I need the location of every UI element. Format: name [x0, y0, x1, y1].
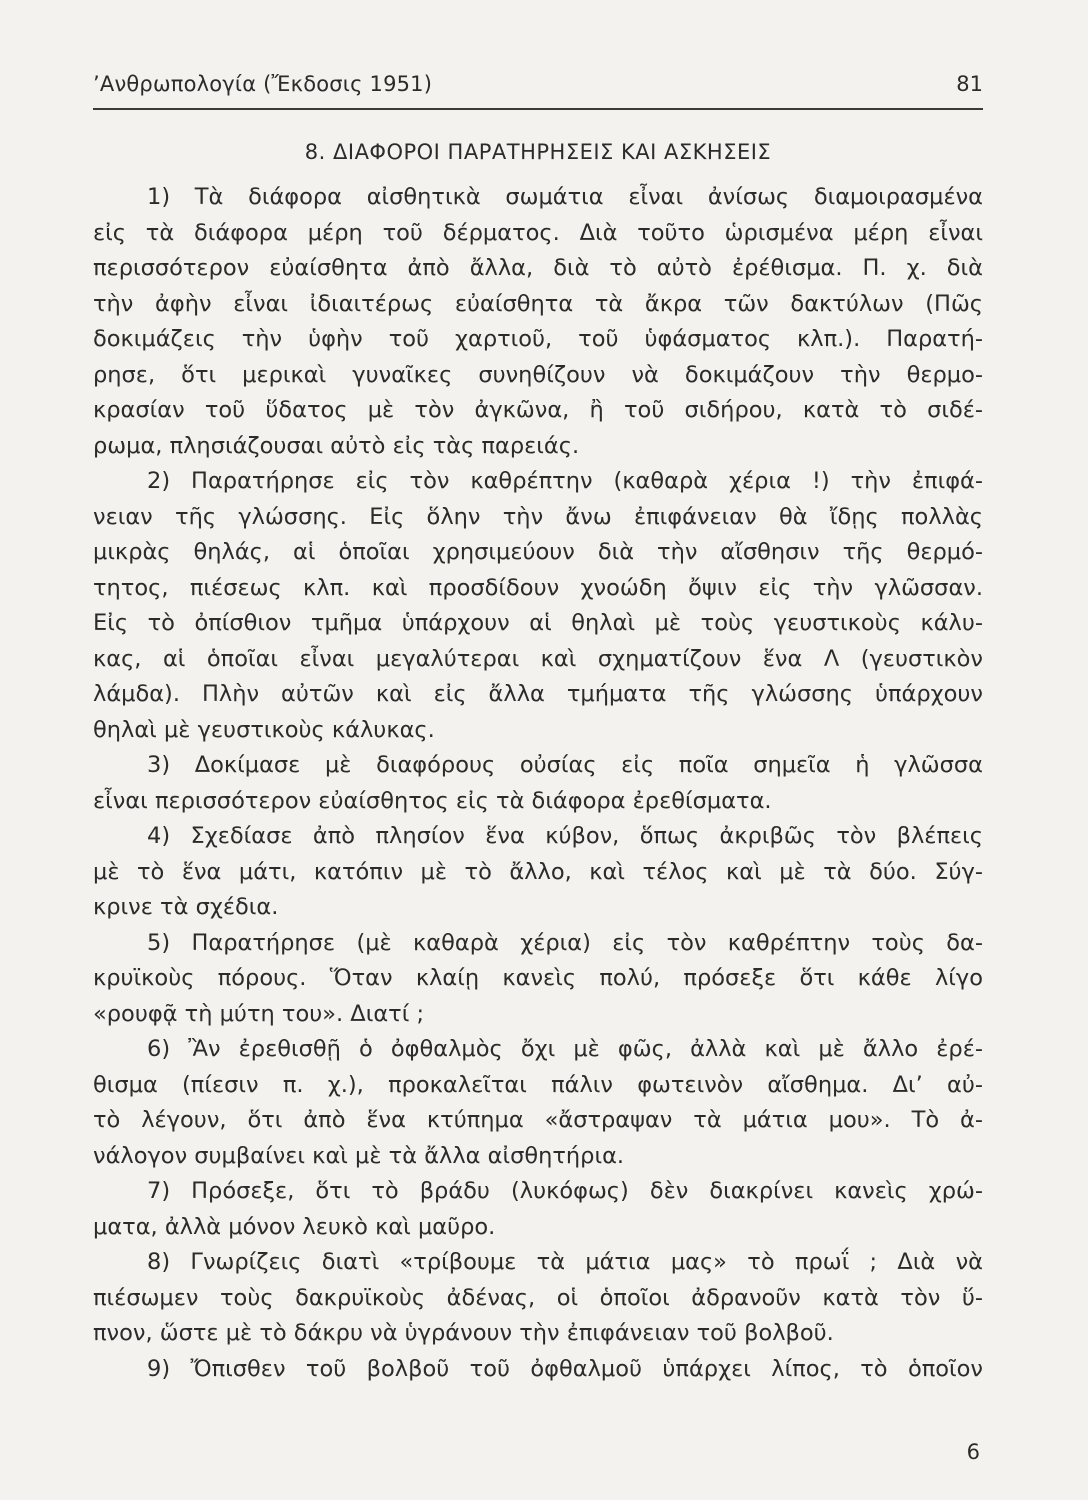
- header-rule: [93, 108, 983, 110]
- text-line: «ρουφᾷ τὴ μύτη του». Διατί ;: [93, 1000, 425, 1027]
- text-line: 8) Γνωρίζεις διατὶ «τρίβουμε τὰ μάτια μας» τὸ πρωΐ ; Διὰ νὰ: [147, 1249, 983, 1275]
- text-line: νειαν τῆς γλώσσης. Εἰς ὅλην τὴν ἄνω ἐπιφάνειαν θὰ ἴδῃς πολλὰς: [93, 503, 983, 530]
- text-line: 3) Δοκίμασε μὲ διαφόρους οὐσίας εἰς ποῖα σημεῖα ἡ γλῶσσα: [147, 752, 983, 778]
- text-line: 1) Τὰ διάφορα αἰσθητικὰ σωμάτια εἶναι ἀνίσως διαμοιρασμένα: [147, 184, 983, 210]
- text-line: τὴν ἀφὴν εἶναι ἰδιαιτέρως εὐαίσθητα τὰ ἄκρα τῶν δακτύλων (Πῶς: [93, 290, 983, 317]
- paragraph-3: [93, 748, 983, 819]
- paragraph-9: [93, 1352, 983, 1388]
- text-line: κρινε τὰ σχέδια.: [93, 894, 279, 920]
- text-line: τὸ λέγουν, ὅτι ἀπὸ ἕνα κτύπημα «ἄστραψαν τὰ μάτια μου». Τὸ ἀ-: [93, 1107, 983, 1133]
- book-title: ’Ανθρωπολογία (Ἔκδοσις 1951): [93, 72, 433, 96]
- text-line: 2) Παρατήρησε εἰς τὸν καθρέπτην (καθαρὰ χέρια !) τὴν ἐπιφά-: [147, 468, 983, 494]
- paragraph-8: [93, 1245, 983, 1352]
- text-line: 7) Πρόσεξε, ὅτι τὸ βράδυ (λυκόφως) δὲν διακρίνει κανεὶς χρώ-: [147, 1178, 983, 1204]
- text-line: τητος, πιέσεως κλπ. καὶ προσδίδουν χνοώδη ὄψιν εἰς τὴν γλῶσσαν.: [93, 574, 983, 601]
- text-line: μὲ τὸ ἕνα μάτι, κατόπιν μὲ τὸ ἄλλο, καὶ τέλος καὶ μὲ τὰ δύο. Σύγ-: [93, 858, 983, 885]
- text-line: δοκιμάζεις τὴν ὑφὴν τοῦ χαρτιοῦ, τοῦ ὑφάσματος κλπ.). Παρατή-: [93, 326, 983, 352]
- text-line: πιέσωμεν τοὺς δακρυϊκοὺς ἀδένας, οἱ ὁποῖοι ἀδρανοῦν κατὰ τὸν ὕ-: [93, 1284, 983, 1311]
- paragraph-7: [93, 1174, 983, 1245]
- running-head: [93, 66, 983, 106]
- text-line: νάλογον συμβαίνει καὶ μὲ τὰ ἄλλα αἰσθητήρια.: [93, 1142, 625, 1169]
- paragraph-6: [93, 1032, 983, 1174]
- paragraph-4: [93, 819, 983, 926]
- text-line: λάμδα). Πλὴν αὐτῶν καὶ εἰς ἄλλα τμήματα τῆς γλώσσης ὑπάρχουν: [93, 681, 983, 707]
- text-line: θισμα (πίεσιν π. χ.), προκαλεῖται πάλιν φωτεινὸν αἴσθημα. Δι’ αὐ-: [93, 1071, 983, 1098]
- text-line: ρωμα, πλησιάζουσαι αὐτὸ εἰς τὰς παρειάς.: [93, 432, 580, 459]
- text-line: 9) Ὄπισθεν τοῦ βολβοῦ τοῦ ὀφθαλμοῦ ὑπάρχει λίπος, τὸ ὁποῖον: [147, 1355, 983, 1382]
- text-line: 5) Παρατήρησε (μὲ καθαρὰ χέρια) εἰς τὸν καθρέπτην τοὺς δα-: [147, 929, 983, 956]
- paragraph-1: [93, 180, 983, 464]
- text-line: εἰς τὰ διάφορα μέρη τοῦ δέρματος. Διὰ τοῦτο ὡρισμένα μέρη εἶναι: [93, 219, 983, 246]
- text-line: ρησε, ὅτι μερικαὶ γυναῖκες συνηθίζουν νὰ δοκιμάζουν τὴν θερμο-: [93, 361, 983, 388]
- section-title: 8. ΔΙΑΦΟΡΟΙ ΠΑΡΑΤΗΡΗΣΕΙΣ ΚΑΙ ΑΣΚΗΣΕΙΣ: [304, 140, 772, 164]
- paragraph-2: [93, 464, 983, 748]
- body-text: [93, 180, 983, 1387]
- text-line: θηλαὶ μὲ γευστικοὺς κάλυκας.: [93, 716, 435, 743]
- signature-mark: 6: [966, 1440, 980, 1464]
- page-number: 81: [956, 72, 983, 96]
- text-line: 6) Ἂν ἐρεθισθῇ ὁ ὀφθαλμὸς ὄχι μὲ φῶς, ἀλλὰ καὶ μὲ ἄλλο ἐρέ-: [147, 1036, 983, 1062]
- paragraph-5: [93, 926, 983, 1033]
- text-line: κας, αἱ ὁποῖαι εἶναι μεγαλύτεραι καὶ σχηματίζουν ἕνα Λ (γευστικὸν: [93, 645, 983, 672]
- text-line: εἶναι περισσότερον εὐαίσθητος εἰς τὰ διάφορα ἐρεθίσματα.: [93, 787, 772, 814]
- text-line: κρασίαν τοῦ ὕδατος μὲ τὸν ἀγκῶνα, ἢ τοῦ σιδήρου, κατὰ τὸ σιδέ-: [93, 397, 983, 423]
- text-line: ματα, ἀλλὰ μόνον λευκὸ καὶ μαῦρο.: [93, 1213, 496, 1240]
- text-line: πνον, ὥστε μὲ τὸ δάκρυ νὰ ὑγράνουν τὴν ἐπιφάνειαν τοῦ βολβοῦ.: [93, 1320, 834, 1346]
- text-line: περισσότερον εὐαίσθητα ἀπὸ ἄλλα, διὰ τὸ αὐτὸ ἐρέθισμα. Π. χ. διὰ: [93, 255, 983, 281]
- text-line: Εἰς τὸ ὀπίσθιον τμῆμα ὑπάρχουν αἱ θηλαὶ μὲ τοὺς γευστικοὺς κάλυ-: [93, 610, 983, 636]
- text-line: κρυϊκοὺς πόρους. Ὅταν κλαίῃ κανεὶς πολύ, πρόσεξε ὅτι κάθε λίγο: [93, 965, 983, 991]
- text-line: μικρὰς θηλάς, αἱ ὁποῖαι χρησιμεύουν διὰ τὴν αἴσθησιν τῆς θερμό-: [93, 539, 983, 565]
- text-line: 4) Σχεδίασε ἀπὸ πλησίον ἕνα κύβον, ὅπως ἀκριβῶς τὸν βλέπεις: [147, 823, 983, 849]
